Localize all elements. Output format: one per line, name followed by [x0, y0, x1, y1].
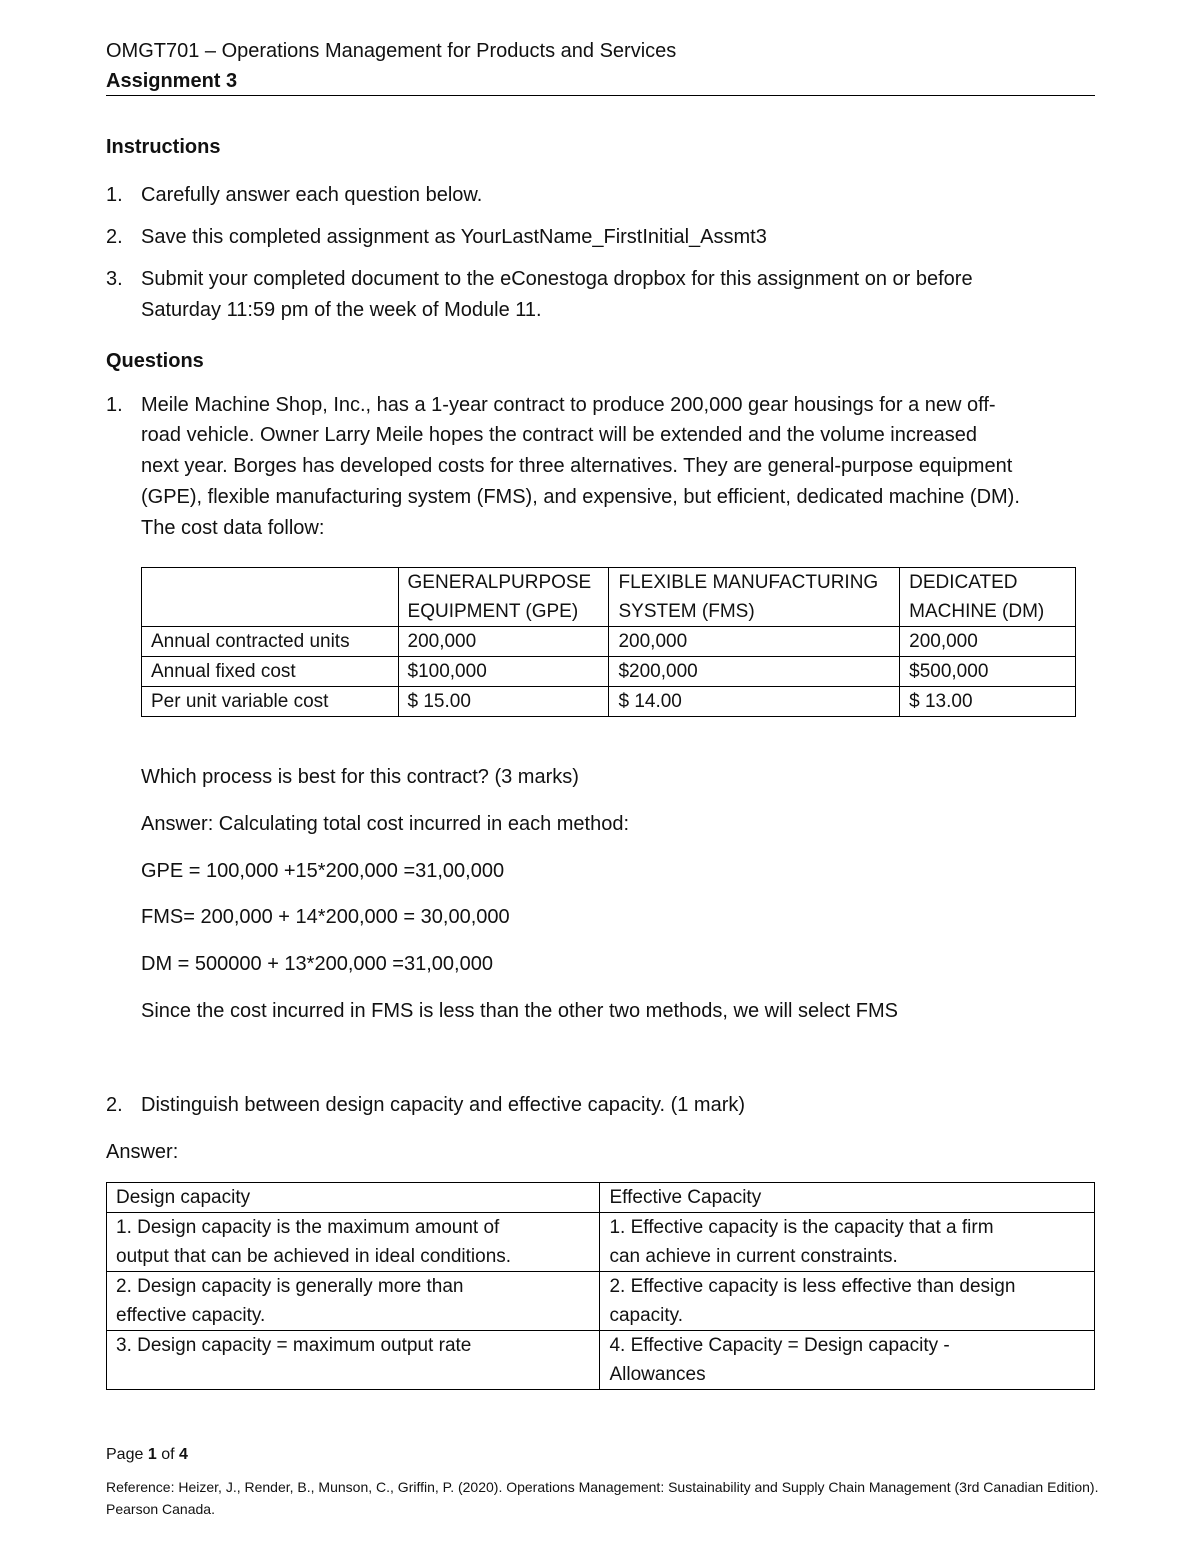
table-row — [142, 627, 1076, 657]
answer-line: Answer: Calculating total cost incurred in each method: — [141, 813, 630, 835]
question-prompt: Which process is best for this contract? (3 marks) — [141, 766, 579, 788]
answer-label: Answer: — [106, 1141, 179, 1163]
instruction-number: 1. — [106, 184, 123, 206]
table-header-cell: FLEXIBLE MANUFACTURING SYSTEM (FMS) — [609, 568, 900, 627]
table-cell: 2. Effective capacity is less effective than design capacity. — [600, 1272, 1095, 1331]
table-cell: 1. Effective capacity is the capacity that a firm can achieve in current constraints. — [600, 1213, 1095, 1272]
question-text: road vehicle. Owner Larry Meile hopes the contract will be extended and the volume increased — [141, 424, 978, 446]
answer-line: DM = 500000 + 13*200,000 =31,00,000 — [141, 953, 493, 975]
table-row — [142, 657, 1076, 687]
table-cell: $200,000 — [609, 657, 900, 687]
question-text: (GPE), flexible manufacturing system (FMS), and expensive, but efficient, dedicated machine (DM). — [141, 486, 1020, 508]
table-header-row — [107, 1183, 1095, 1213]
table-header-cell — [142, 568, 399, 627]
table-header-cell: Design capacity — [107, 1183, 600, 1213]
table-cell: 2. Design capacity is generally more than effective capacity. — [107, 1272, 600, 1331]
cost-data-table — [141, 567, 1076, 717]
page-of: of — [161, 1446, 175, 1463]
page-total: 4 — [178, 1446, 188, 1463]
table-cell: $100,000 — [398, 657, 609, 687]
table-cell: $ 14.00 — [609, 687, 900, 717]
questions-heading: Questions — [106, 350, 204, 372]
question-number: 1. — [106, 394, 123, 416]
table-cell: $ 13.00 — [900, 687, 1076, 717]
table-header-cell: GENERALPURPOSE EQUIPMENT (GPE) — [398, 568, 609, 627]
table-cell: $ 15.00 — [398, 687, 609, 717]
course-title: OMGT701 – Operations Management for Products and Services — [106, 40, 677, 62]
table-header-cell: Effective Capacity — [600, 1183, 1095, 1213]
table-cell: Per unit variable cost — [142, 687, 399, 717]
table-row — [142, 687, 1076, 717]
question-text: The cost data follow: — [141, 517, 325, 539]
table-cell: 200,000 — [900, 627, 1076, 657]
table-row — [107, 1331, 1095, 1390]
page-label: Page — [106, 1446, 144, 1463]
instruction-text: Saturday 11:59 pm of the week of Module 11. — [141, 299, 542, 321]
instruction-number: 2. — [106, 226, 123, 248]
table-cell: 3. Design capacity = maximum output rate — [107, 1331, 600, 1390]
answer-line: Since the cost incurred in FMS is less than the other two methods, we will select FMS — [141, 1000, 898, 1022]
page-current: 1 — [147, 1446, 157, 1463]
table-cell: $500,000 — [900, 657, 1076, 687]
table-cell: 4. Effective Capacity = Design capacity - Allowances — [600, 1331, 1095, 1390]
table-cell: 200,000 — [398, 627, 609, 657]
table-header-row — [142, 568, 1076, 627]
capacity-comparison-table — [106, 1182, 1095, 1390]
question-text: Distinguish between design capacity and effective capacity. (1 mark) — [141, 1094, 746, 1116]
page-number — [106, 1440, 188, 1470]
instruction-text: Submit your completed document to the eConestoga dropbox for this assignment on or before — [141, 268, 973, 290]
table-header-cell: DEDICATED MACHINE (DM) — [900, 568, 1076, 627]
question-text: Meile Machine Shop, Inc., has a 1-year contract to produce 200,000 gear housings for a new off- — [141, 394, 996, 416]
instruction-text: Save this completed assignment as YourLastName_FirstInitial_Assmt3 — [141, 226, 767, 248]
instruction-number: 3. — [106, 268, 123, 290]
table-cell: 1. Design capacity is the maximum amount of output that can be achieved in ideal conditions. — [107, 1213, 600, 1272]
assignment-title: Assignment 3 — [106, 70, 238, 92]
instruction-text: Carefully answer each question below. — [141, 184, 483, 206]
answer-line: GPE = 100,000 +15*200,000 =31,00,000 — [141, 860, 505, 882]
table-cell: 200,000 — [609, 627, 900, 657]
header-divider — [106, 95, 1095, 96]
question-number: 2. — [106, 1094, 123, 1116]
reference-note: Reference: Heizer, J., Render, B., Munson, C., Griffin, P. (2020). Operations Management: Sustainability and Supply Chain Management (3rd Canadian Edition). Pearson Canada. — [106, 1479, 1099, 1517]
instructions-heading: Instructions — [106, 136, 221, 158]
table-row — [107, 1272, 1095, 1331]
answer-line: FMS= 200,000 + 14*200,000 = 30,00,000 — [141, 906, 510, 928]
table-cell: Annual fixed cost — [142, 657, 399, 687]
table-cell: Annual contracted units — [142, 627, 399, 657]
table-row — [107, 1213, 1095, 1272]
question-text: next year. Borges has developed costs for three alternatives. They are general-purpose equipment — [141, 455, 1013, 477]
